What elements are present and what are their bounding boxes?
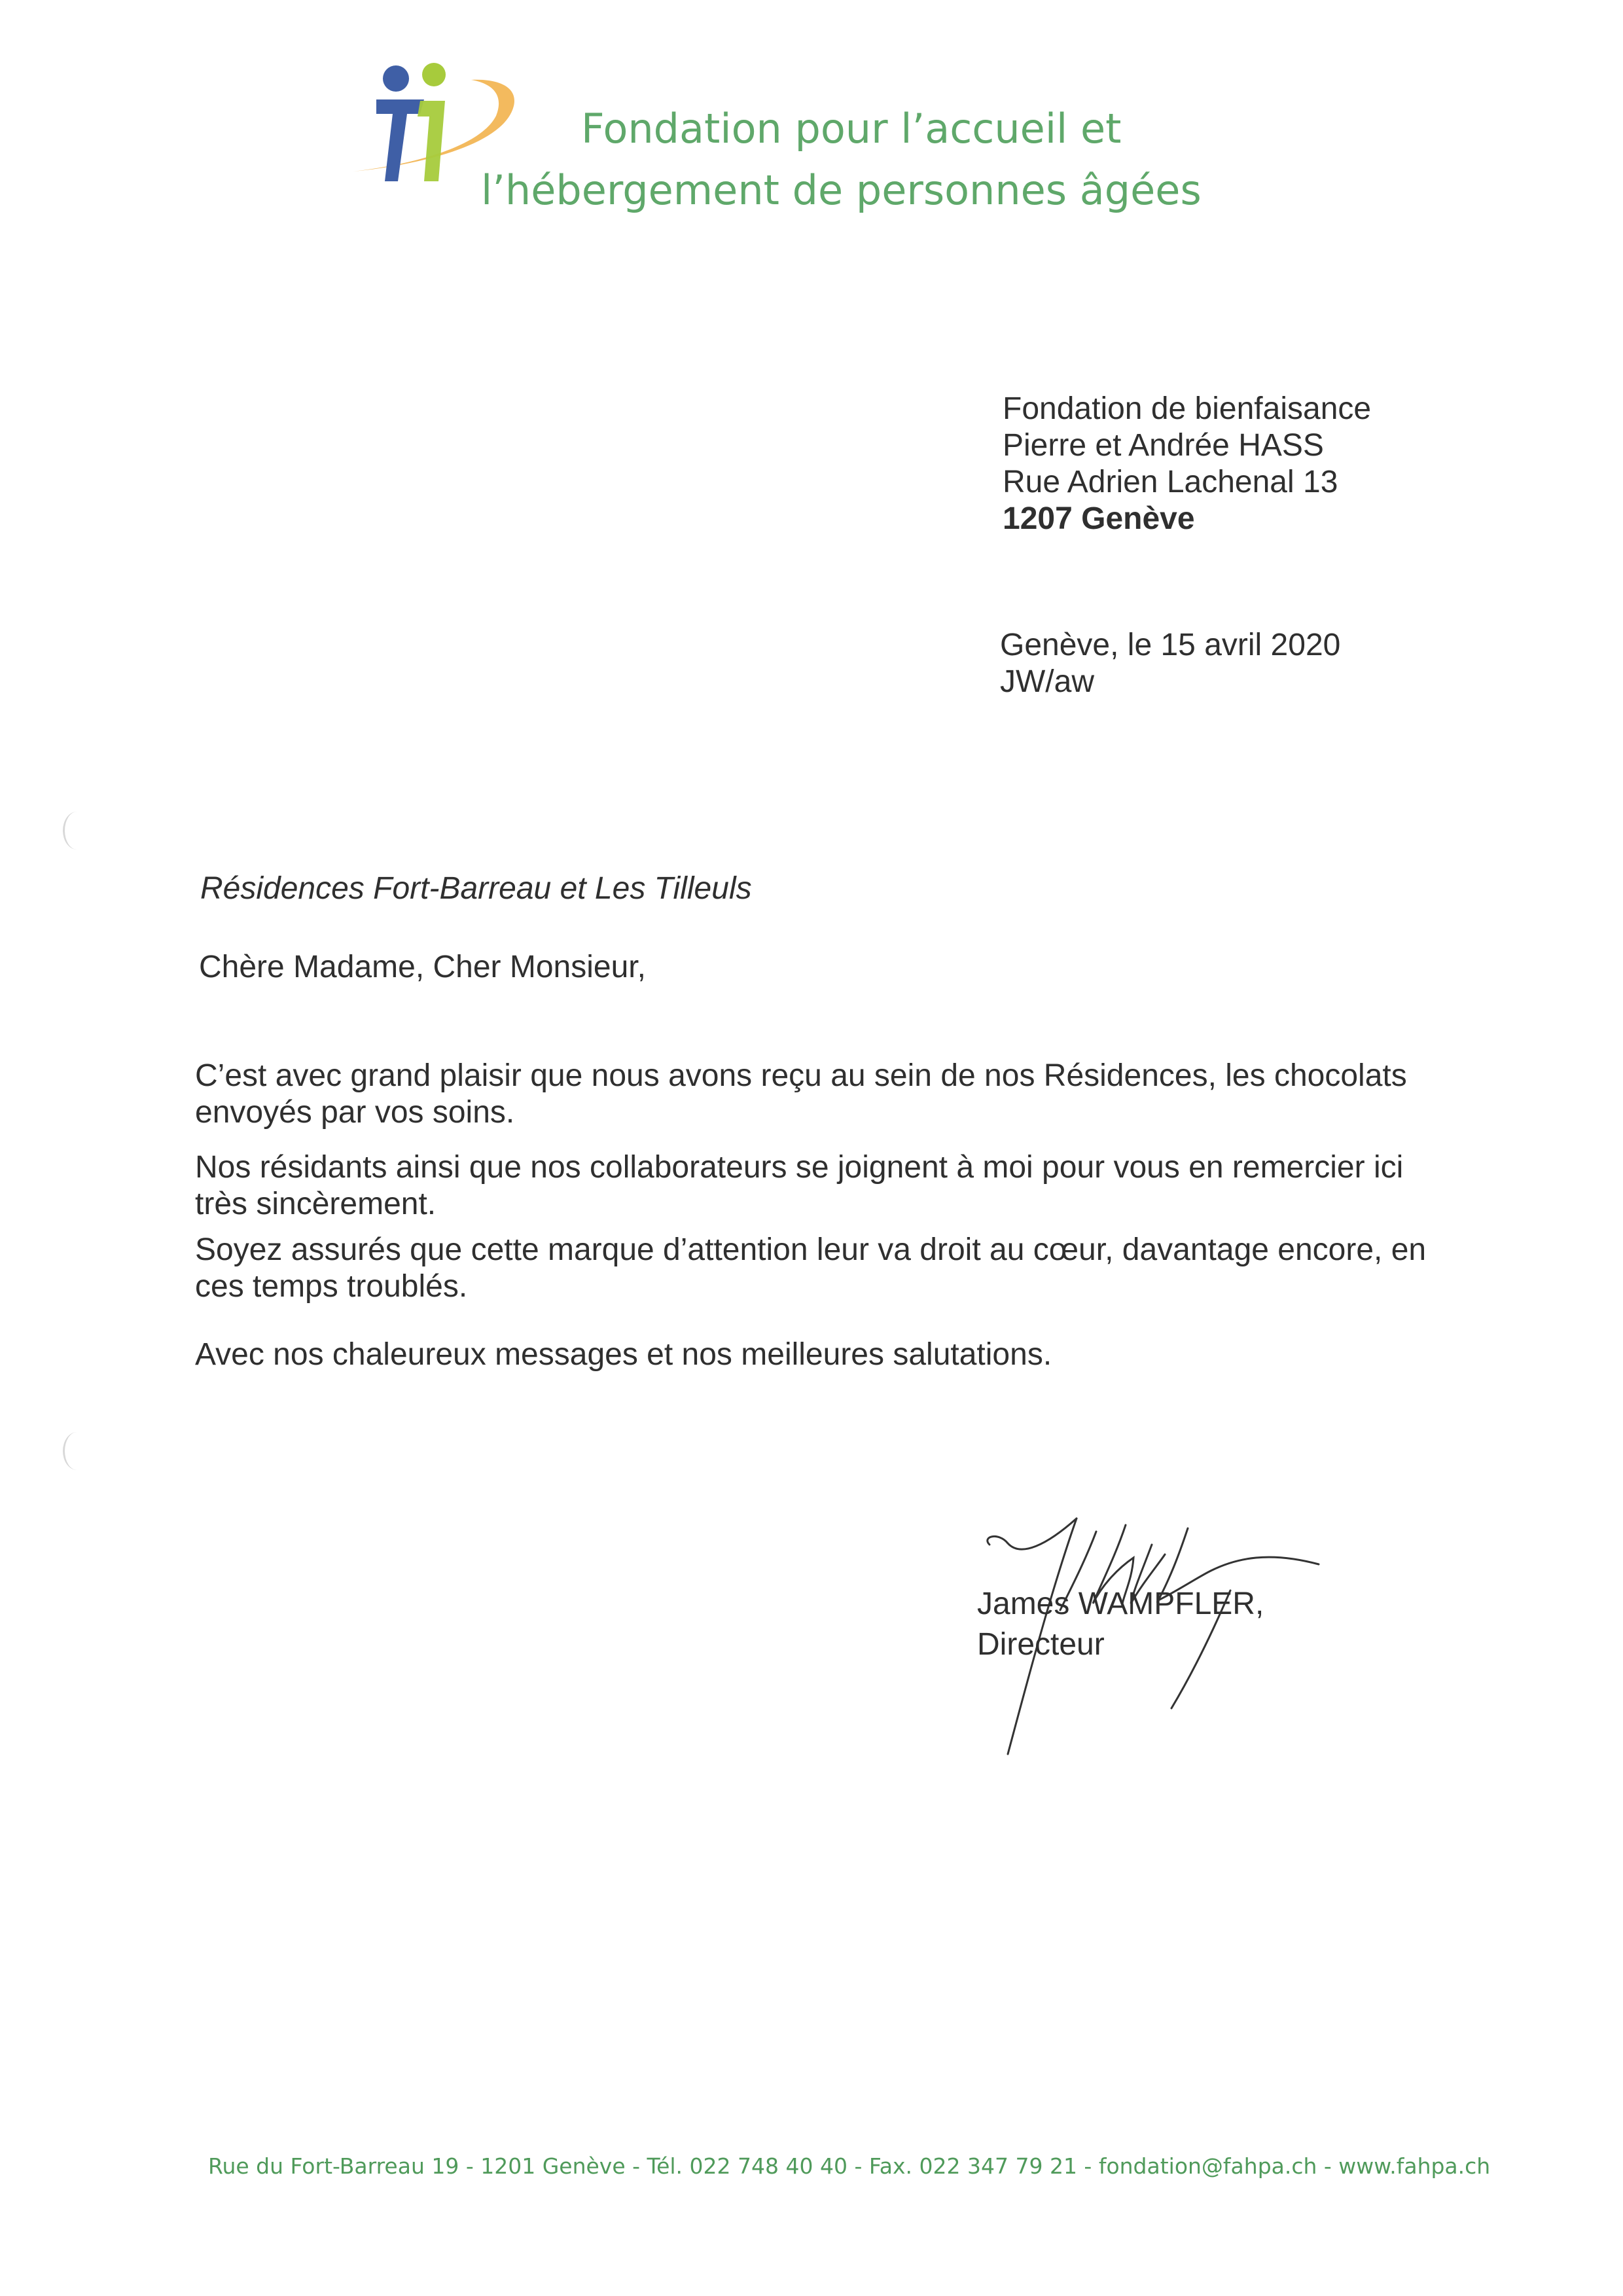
signatory-name: James WAMPFLER, xyxy=(977,1587,1264,1621)
recipient-line-3: Rue Adrien Lachenal 13 xyxy=(1003,465,1338,499)
reference: JW/aw xyxy=(1000,664,1094,699)
signatory-block xyxy=(977,1584,1264,1665)
footer-contact-line: Rue du Fort-Barreau 19 - 1201 Genève - Tél. 022 748 40 40 - Fax. 022 347 79 21 - fondation@fahpa.ch - www.fahpa.ch xyxy=(208,2153,1491,2179)
recipient-line-2: Pierre et Andrée HASS xyxy=(1003,428,1324,463)
organization-name-line-1: Fondation pour l’accueil et xyxy=(581,105,1122,152)
closing-paragraph: Avec nos chaleureux messages et nos meilleures salutations. xyxy=(195,1337,1052,1372)
salutation: Chère Madame, Cher Monsieur, xyxy=(199,950,646,984)
recipient-city: 1207 Genève xyxy=(1003,501,1195,536)
punch-hole-mark xyxy=(63,1432,91,1470)
signatory-title: Directeur xyxy=(977,1627,1105,1662)
date-block xyxy=(1000,627,1340,700)
body-paragraph-2: Nos résidants ainsi que nos collaborateurs se joignent à moi pour vous en remercier ici très sincèrement. xyxy=(195,1150,1404,1221)
organization-name-line-2: l’hébergement de personnes âgées xyxy=(481,166,1202,214)
date-line: Genève, le 15 avril 2020 xyxy=(1000,628,1341,662)
recipient-address xyxy=(1003,391,1371,537)
body-paragraph-3: Soyez assurés que cette marque d’attention leur va droit au cœur, davantage encore, en ces temps troublés. xyxy=(195,1232,1427,1304)
recipient-line-1: Fondation de bienfaisance xyxy=(1003,391,1372,426)
subject-line: Résidences Fort-Barreau et Les Tilleuls xyxy=(200,871,752,906)
body-paragraph-1: C’est avec grand plaisir que nous avons reçu au sein de nos Résidences, les chocolats envoyés par vos soins. xyxy=(195,1058,1407,1130)
punch-hole-mark xyxy=(63,812,91,850)
